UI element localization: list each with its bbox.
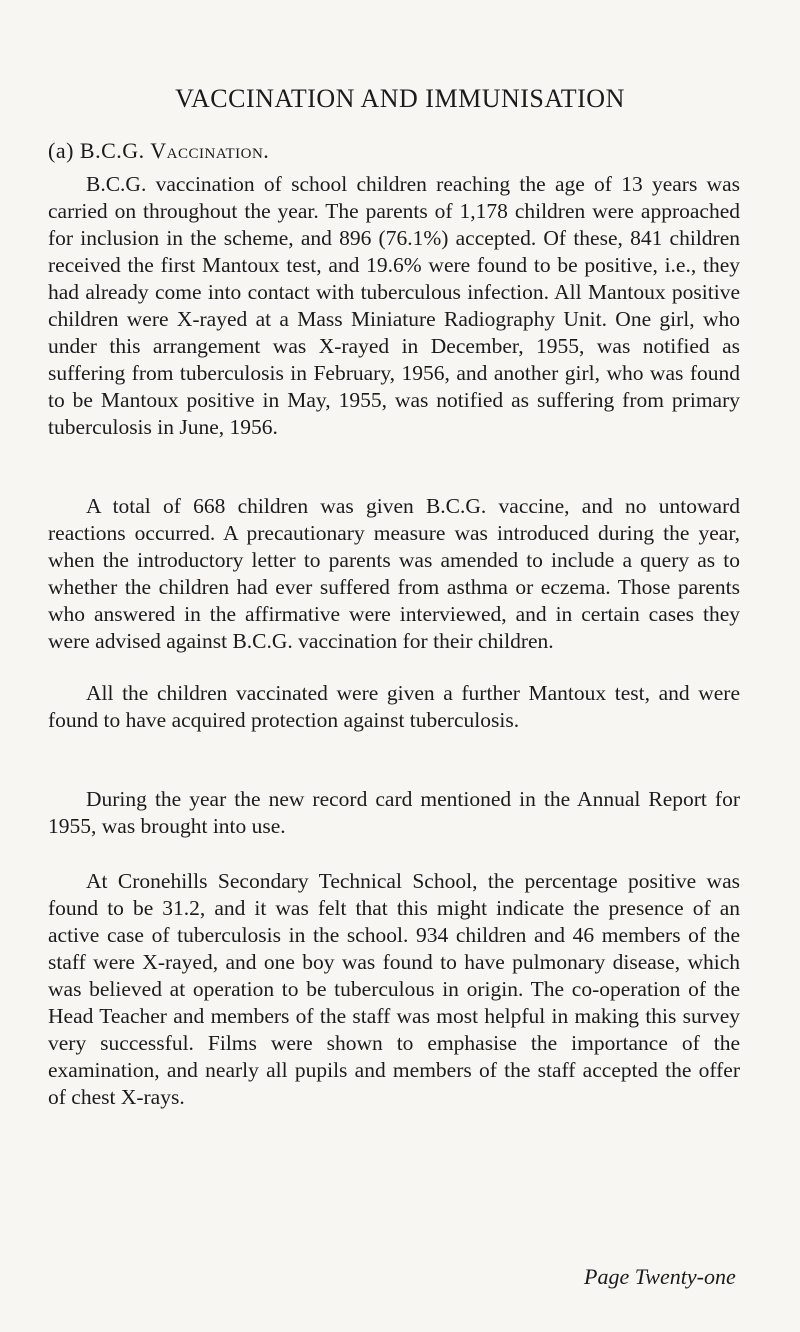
paragraph-cronehills-school: At Cronehills Secondary Technical School, the percentage positive was found to be 31.2, and it was felt that this might indicate the presence of an active case of tuberculosis in the school. 934 children and 46 members of the staff were X-rayed, and one boy was found to have pulmonary disease, which was believed at operation to be tuberculous in origin. The co-operation of the Head Teacher and members of the staff was most helpful in making this survey very successful. Films were shown to emphasise the importance of the examination, and nearly all pupils and members of the staff accepted the offer of chest X-rays. xyxy=(48,869,740,1109)
paragraph-record-card: During the year the new record card mentioned in the Annual Report for 1955, was brought into use. xyxy=(48,787,740,838)
section-marker: (a) xyxy=(48,138,74,163)
page-number: Page Twenty-one xyxy=(584,1264,736,1289)
paragraph-bcg-scheme: B.C.G. vaccination of school children reaching the age of 13 years was carried on throughout the year. The parents of 1,178 children were approached for inclusion in the scheme, and 896 (76.1%) accepted. Of these, 841 children received the first Mantoux test, and 19.6% were found to be positive, i.e., they had already come into contact with tuberculous infection. All Mantoux positive children were X-rayed at a Mass Miniature Radiography Unit. One girl, who under this arrangement was X-rayed in December, 1955, was notified as suffering from tuberculosis in February, 1956, and another girl, who was found to be Mantoux positive in May, 1955, was notified as suffering from primary tuberculosis in June, 1956. xyxy=(48,172,740,439)
page-title: VACCINATION AND IMMUNISATION xyxy=(175,84,625,113)
section-heading xyxy=(48,138,269,164)
section-heading-text: B.C.G. Vaccination. xyxy=(79,138,270,163)
paragraph-vaccine-given: A total of 668 children was given B.C.G. vaccine, and no untoward reactions occurred. A precautionary measure was introduced during the year, when the introductory letter to parents was amended to include a query as to whether the children had ever suffered from asthma or eczema. Those parents who answered in the affirmative were interviewed, and in certain cases they were advised against B.C.G. vaccination for their children. xyxy=(48,494,740,653)
paragraph-further-mantoux: All the children vaccinated were given a further Mantoux test, and were found to have acquired protection against tuberculosis. xyxy=(48,681,740,732)
